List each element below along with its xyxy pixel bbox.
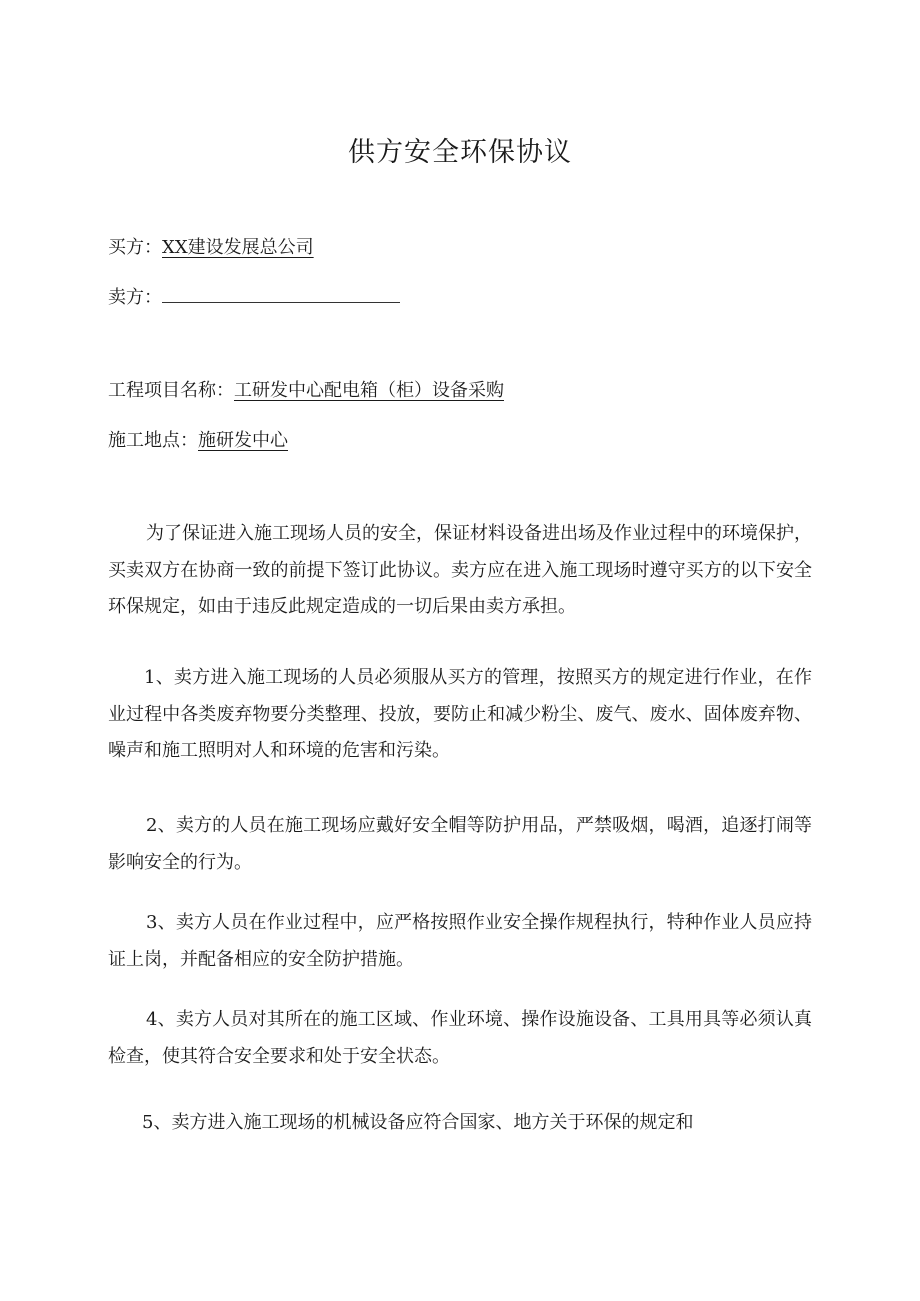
seller-blank-line	[162, 284, 400, 303]
clause-1: 1、卖方进入施工现场的人员必须服从买方的管理，按照买方的规定进行作业，在作业过程中各类废弃物要分类整理、投放，要防止和减少粉尘、废气、废水、固体废弃物、噪声和施工照明对人和环境的危害和污染。	[108, 667, 812, 761]
intro-paragraph: 为了保证进入施工现场人员的安全，保证材料设备进出场及作业过程中的环境保护，买卖双方在协商一致的前提下签订此协议。卖方应在进入施工现场时遵守买方的以下安全环保规定，如由于违反此规定造成的一切后果由卖方承担。	[108, 523, 812, 617]
construction-site-label: 施工地点：	[108, 430, 198, 451]
clause-2: 2、卖方的人员在施工现场应戴好安全帽等防护用品，严禁吸烟，喝酒，追逐打闹等影响安全的行为。	[108, 815, 812, 873]
project-name-value: 工研发中心配电箱（柜）设备采购	[234, 380, 504, 401]
project-name-label: 工程项目名称：	[108, 380, 234, 401]
buyer-label: 买方：	[108, 237, 162, 258]
buyer-value: XX建设发展总公司	[162, 237, 314, 258]
document-title: 供方安全环保协议	[348, 137, 572, 168]
project-name-field	[108, 376, 504, 402]
construction-site-field	[108, 426, 288, 452]
seller-field	[108, 283, 400, 309]
clause-5: 5、卖方进入施工现场的机械设备应符合国家、地方关于环保的规定和	[142, 1112, 694, 1133]
buyer-field	[108, 233, 314, 259]
clause-4: 4、卖方人员对其所在的施工区域、作业环境、操作设施设备、工具用具等必须认真检查，使其符合安全要求和处于安全状态。	[108, 1009, 812, 1067]
construction-site-value: 施研发中心	[198, 430, 288, 451]
seller-label: 卖方：	[108, 287, 162, 308]
clause-3: 3、卖方人员在作业过程中，应严格按照作业安全操作规程执行，特种作业人员应持证上岗，并配备相应的安全防护措施。	[108, 912, 812, 970]
